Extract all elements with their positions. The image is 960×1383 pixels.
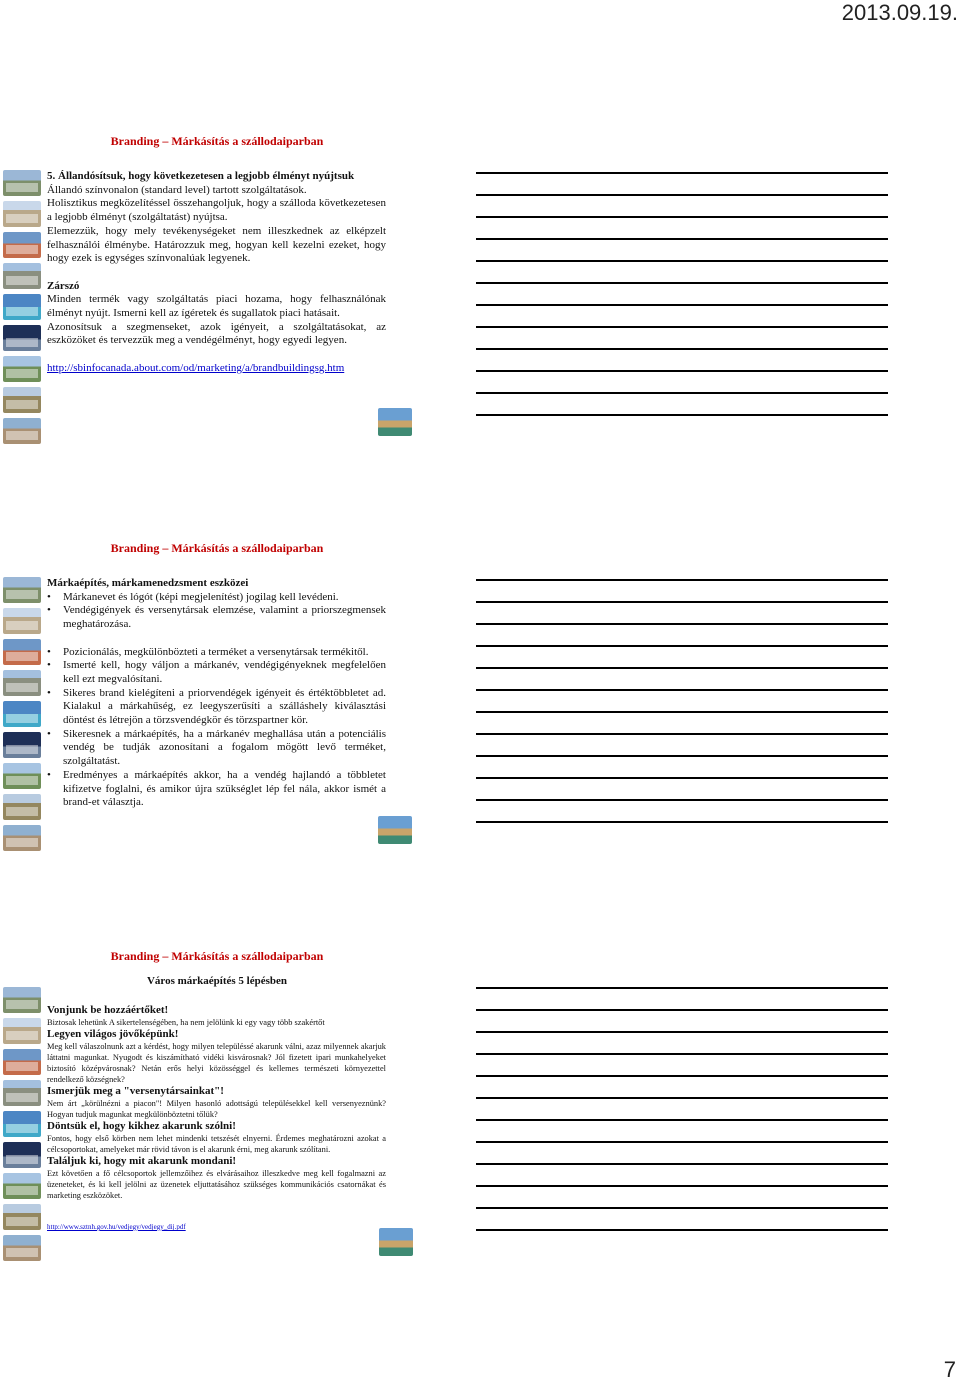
note-line: [476, 799, 888, 801]
list-item: • Vendégigények és versenytársak elemzése, valamint a priorszegmensek meghatározása.: [47, 604, 386, 631]
hotel-thumbnail: [3, 170, 41, 196]
note-line: [476, 1009, 888, 1011]
step-text: Meg kell válaszolnunk azt a kérdést, hogy milyen településsé akarunk válni, azaz milyennek akarjuk láttatni magunkat. Nyugodt és kiszámítható vidéki kisvárosnak? Jól fizetett ipari munkahelyeket biztosító középvárosnak? Netán erős helyi közösséggel és kellemes természeti környezettel rendelkező községnek?: [47, 1042, 386, 1084]
list-item: • Ismerté kell, hogy váljon a márkanév, vendégigényeknek megfelelően kell ezt megvalósítani.: [47, 659, 386, 686]
note-line: [476, 238, 888, 240]
note-line: [476, 755, 888, 757]
note-line: [476, 370, 888, 372]
note-line: [476, 348, 888, 350]
bullet-list: [47, 591, 386, 632]
step-text: Ezt követően a fő célcsoportok jellemzőihez és elvárásaihoz illeszkedve meg kell fogalmazni az üzeneteket, és ki kell jelölni az üzenetek eljuttatásához szükséges kommunikációs csatornákat és marketing eszközöket.: [47, 1169, 386, 1200]
hotel-thumbnail: [3, 325, 41, 351]
hotel-thumbnail: [3, 1049, 41, 1075]
note-line: [476, 260, 888, 262]
note-line: [476, 194, 888, 196]
source-link[interactable]: http://www.sztnh.gov.hu/vedjegy/vedjegy_dij.pdf: [47, 1223, 186, 1231]
paragraph: Holisztikus megközelítéssel összehangoljuk, hogy a szálloda következetesen a legjobb élményt (szolgáltatást) nyújtsa.: [47, 197, 386, 224]
hotel-thumbnail: [3, 608, 41, 634]
note-line: [476, 1053, 888, 1055]
step-text: Biztosak lehetünk A sikertelenségében, ha nem jelölünk ki egy vagy több szakértőt: [47, 1018, 325, 1027]
paragraph: Állandó színvonalon (standard level) tartott szolgáltatások.: [47, 183, 307, 196]
note-line: [476, 1075, 888, 1077]
list-item: • Pozicionálás, megkülönbözteti a terméket a versenytársak termékitől.: [47, 646, 386, 660]
hotel-thumbnail: [3, 201, 41, 227]
note-line: [476, 733, 888, 735]
step-text: Nem árt „körülnézni a piacon"! Milyen hasonló adottságú településekkel kell versenyeznünk? Hogyan tudjuk magunkat megkülönböztetni tőlük?: [47, 1099, 386, 1119]
document-date: 2013.09.19.: [841, 0, 958, 25]
source-link[interactable]: http://sbinfocanada.about.com/od/marketing/a/brandbuildingsg.htm: [47, 361, 345, 374]
slide-content: [47, 1004, 386, 1233]
hotel-thumbnail: [3, 577, 41, 603]
hotel-thumbnail: [3, 1111, 41, 1137]
thumbnail-strip: [3, 577, 43, 856]
hotel-thumbnail: [3, 670, 41, 696]
list-item: • Márkanevet és lógót (képi megjelenítést) jogilag kell levédeni.: [47, 591, 386, 605]
note-line: [476, 1119, 888, 1121]
note-line: [476, 711, 888, 713]
hotel-thumbnail: [3, 356, 41, 382]
list-item: • Sikeres brand kielégíteni a priorvendégek igényeit és értéktöbbletet ad. Kialakul a márkahűség, ez leegyszerűsíti a szálláshely kiválasztási döntést és létrejön a törzsvendégkör és törzspartner kör.: [47, 687, 386, 728]
step-heading: Legyen világos jövőképünk!: [47, 1028, 179, 1040]
section-heading: Zárszó: [47, 279, 80, 292]
section-heading: Márkaépítés, márkamenedzsment eszközei: [47, 577, 249, 589]
note-line: [476, 645, 888, 647]
step-text: Fontos, hogy első körben nem lehet mindenki tetszését elnyerni. Érdemes meghatározni azokat a célcsoportokat, amelyeket már rövid távon is el akarunk érni, meg akarunk szólítani.: [47, 1134, 386, 1154]
hotel-thumbnail: [3, 763, 41, 789]
slide-title: Branding – Márkásítás a szállodaiparban: [110, 134, 324, 148]
slide-subtitle: Város márkaépítés 5 lépésben: [146, 975, 288, 987]
hotel-thumbnail: [3, 639, 41, 665]
hotel-thumbnail: [3, 1142, 41, 1168]
slide-content: [47, 170, 386, 376]
note-line: [476, 987, 888, 989]
note-line: [476, 1207, 888, 1209]
note-line: [476, 1141, 888, 1143]
note-line: [476, 777, 888, 779]
hotel-thumbnail: [3, 1173, 41, 1199]
thumbnail-strip: [3, 987, 43, 1266]
paragraph: Minden termék vagy szolgáltatás piaci hozama, hogy felhasználónak élményt nyújt. Ismerni kell az ígéretek és sugallatok piaci hatásait.: [47, 293, 386, 320]
note-line: [476, 601, 888, 603]
note-line: [476, 1163, 888, 1165]
notes-lines: [476, 987, 888, 1231]
slide-title: Branding – Márkásítás a szállodaiparban: [110, 949, 324, 963]
step-heading: Találjuk ki, hogy mit akarunk mondani!: [47, 1155, 237, 1167]
list-item: • Sikeresnek a márkaépítés, ha a márkanév meghallása után a potenciális vendég be tudják azonosítani a fogalom mögött levő terméket, szolgáltatást.: [47, 728, 386, 769]
hotel-thumbnail: [3, 232, 41, 258]
step-heading: Vonjunk be hozzáértőket!: [47, 1004, 169, 1016]
note-line: [476, 1185, 888, 1187]
hotel-thumbnail: [3, 732, 41, 758]
note-line: [476, 216, 888, 218]
hotel-logo-image: [378, 408, 412, 436]
hotel-thumbnail: [3, 387, 41, 413]
hotel-thumbnail: [3, 418, 41, 444]
note-line: [476, 172, 888, 174]
paragraph: Azonosítsuk a szegmenseket, azok igényeit, a szolgáltatásokat, az eszközöket és tervezzük meg a vendégélményt, hogy egyedi legyen.: [47, 320, 386, 347]
note-line: [476, 623, 888, 625]
note-line: [476, 414, 888, 416]
note-line: [476, 821, 888, 823]
hotel-thumbnail: [3, 1235, 41, 1261]
note-line: [476, 667, 888, 669]
thumbnail-strip: [3, 170, 43, 449]
note-line: [476, 1097, 888, 1099]
hotel-logo-image: [378, 816, 412, 844]
hotel-thumbnail: [3, 294, 41, 320]
note-line: [476, 689, 888, 691]
note-line: [476, 579, 888, 581]
notes-lines: [476, 172, 888, 416]
note-line: [476, 1031, 888, 1033]
hotel-thumbnail: [3, 1204, 41, 1230]
hotel-thumbnail: [3, 794, 41, 820]
note-line: [476, 1229, 888, 1231]
hotel-thumbnail: [3, 701, 41, 727]
hotel-thumbnail: [3, 263, 41, 289]
hotel-thumbnail: [3, 1018, 41, 1044]
step-heading: Ismerjük meg a "versenytársainkat"!: [47, 1085, 224, 1097]
bullet-list: [47, 646, 386, 810]
slide-content: [47, 577, 386, 810]
list-item: • Eredményes a márkaépítés akkor, ha a vendég hajlandó a többletet kifizetve foglalni, és amikor újra szükséglet lép fel nála, akkor ismét a brand-et választja.: [47, 769, 386, 810]
note-line: [476, 304, 888, 306]
note-line: [476, 392, 888, 394]
step-heading: Döntsük el, hogy kikhez akarunk szólni!: [47, 1120, 236, 1132]
notes-lines: [476, 579, 888, 823]
hotel-thumbnail: [3, 825, 41, 851]
section-heading: 5. Állandósítsuk, hogy következetesen a legjobb élményt nyújtsuk: [47, 170, 355, 182]
hotel-thumbnail: [3, 987, 41, 1013]
slide-title: Branding – Márkásítás a szállodaiparban: [110, 541, 324, 555]
note-line: [476, 326, 888, 328]
paragraph: Elemezzük, hogy mely tevékenységeket nem illeszkednek az elképzelt felhasználói élménybe. Határozzuk meg, hogyan kell kezelni ezeket, hogy hogy ezek is egységes színvonalúak legyenek.: [47, 224, 386, 265]
hotel-logo-image: [379, 1228, 413, 1256]
hotel-thumbnail: [3, 1080, 41, 1106]
page-number: 7: [943, 1357, 956, 1382]
note-line: [476, 282, 888, 284]
